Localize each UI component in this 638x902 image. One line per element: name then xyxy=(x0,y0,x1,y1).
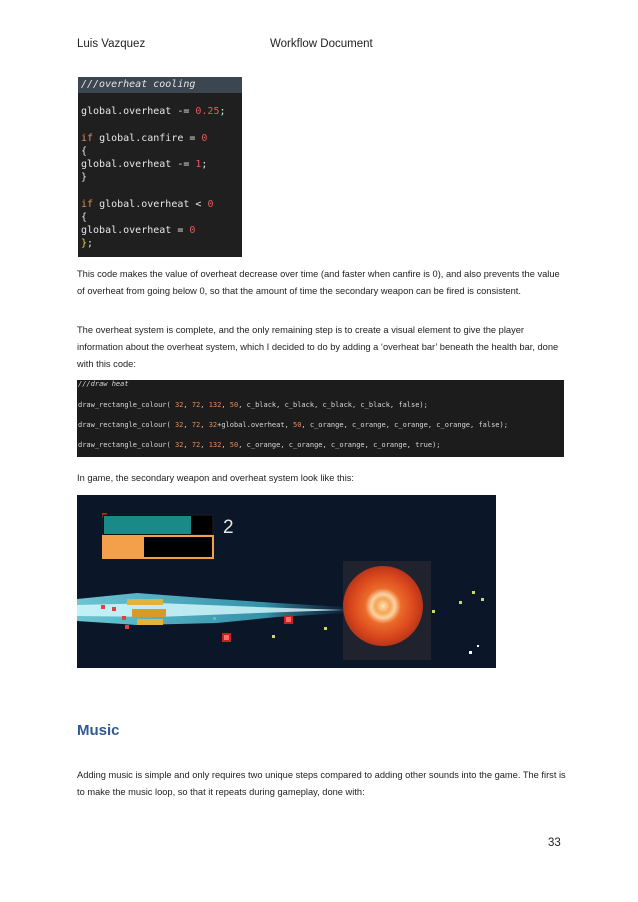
game-screenshot xyxy=(77,495,496,668)
paragraph-music: Adding music is simple and only requires two unique steps compared to adding other sounds into the game. The first is to make the music loop, so that it repeats during gameplay, done with: xyxy=(77,770,566,797)
code-line: }; xyxy=(81,238,94,249)
header-title: Workflow Document xyxy=(270,38,373,50)
paragraph-overheat-bar: The overheat system is complete, and the only remaining step is to create a visual element to give the player information about the overheat system, which I decided to do by adding a ‘overheat bar’ beneath the health bar, done with this code: xyxy=(77,325,559,369)
code-line: { xyxy=(81,212,88,223)
section-heading-music: Music xyxy=(77,722,120,739)
header-author: Luis Vazquez xyxy=(77,38,146,50)
paragraph-overheat-explanation: This code makes the value of overheat decrease over time (and faster when canfire is 0), and also prevents the value of overheat from going below 0, so that the amount of time the secondary weapon can be fired is consistent. xyxy=(77,269,560,296)
game-scene xyxy=(77,495,496,668)
code-line: if global.canfire = 0 xyxy=(81,133,208,144)
code-block-draw-heat xyxy=(77,380,564,457)
code-line: draw_rectangle_colour( 32, 72, 132, 50, c_black, c_black, c_black, c_black, false); xyxy=(78,401,428,409)
code-line: if global.overheat < 0 xyxy=(81,199,214,210)
code-line: draw_rectangle_colour( 32, 72, 32+global.overheat, 50, c_orange, c_orange, c_orange, c_orange, false); xyxy=(78,421,508,429)
code-line: global.overheat = 0 xyxy=(81,225,196,236)
code-block-overheat-cooling xyxy=(78,77,242,257)
hud xyxy=(102,513,234,558)
page-number: 33 xyxy=(548,837,561,849)
code-line: global.overheat -= 0.25; xyxy=(81,106,226,117)
paragraph-in-game: In game, the secondary weapon and overheat system look like this: xyxy=(77,473,354,483)
code-line: ///draw heat xyxy=(78,380,129,388)
code-line: draw_rectangle_colour( 32, 72, 132, 50, c_orange, c_orange, c_orange, c_orange, true); xyxy=(78,441,441,449)
code-line: { xyxy=(81,146,88,157)
code-line: } xyxy=(81,172,88,183)
code-line: global.overheat -= 1; xyxy=(81,159,208,170)
laser-beam xyxy=(77,593,345,625)
hud-counter: 2 xyxy=(223,517,234,538)
explosion xyxy=(343,561,431,660)
code-line: ///overheat cooling xyxy=(81,79,196,90)
